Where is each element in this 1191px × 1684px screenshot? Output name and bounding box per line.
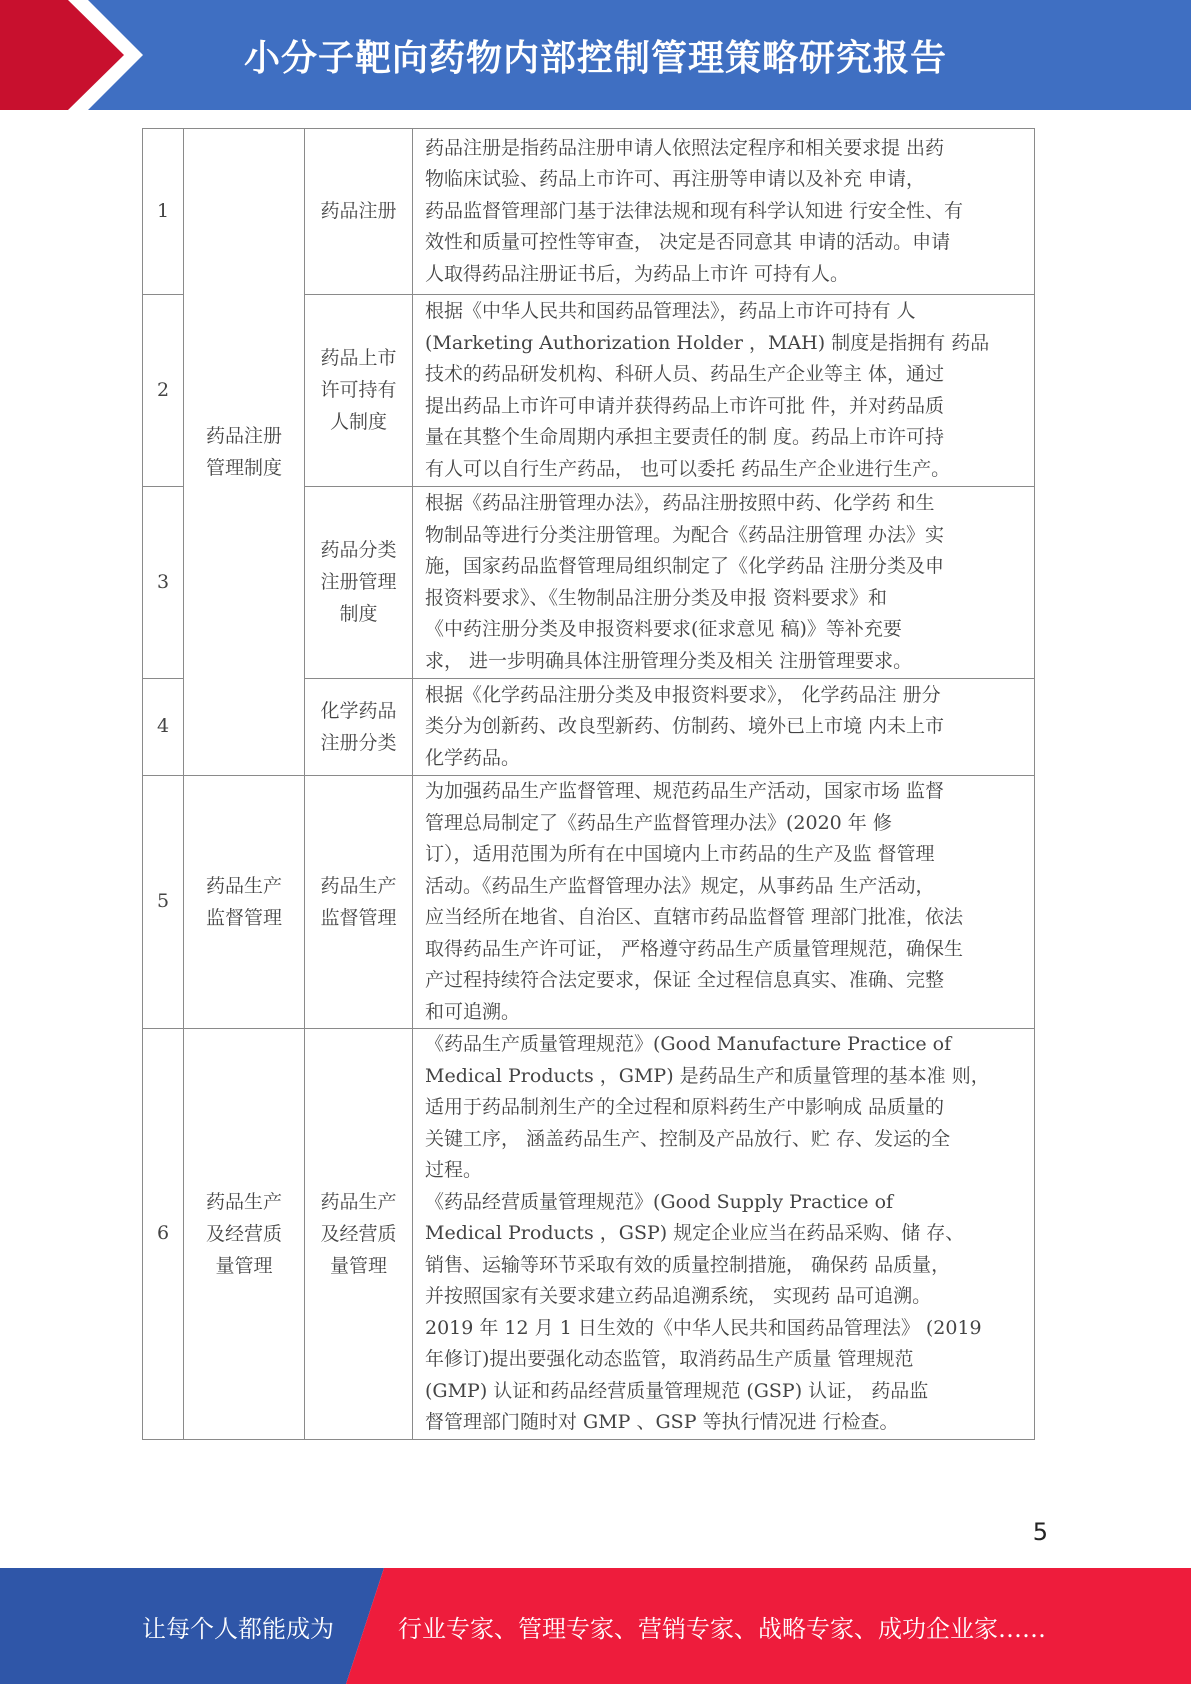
category-cell <box>184 776 305 1029</box>
description-cell <box>413 679 1035 776</box>
subcategory-line: 化学药品 <box>320 699 397 722</box>
description-cell <box>413 129 1035 295</box>
subcategory-line: 量管理 <box>329 1254 387 1277</box>
subcategory-line: 注册分类 <box>320 731 397 754</box>
category-cell <box>184 129 305 776</box>
description-line: 效性和质量可控性等审查， 决定是否同意其 申请的活动。申请 <box>425 231 951 254</box>
description-line: 物临床试验、药品上市许可、再注册等申请以及补充 申请， <box>425 168 926 191</box>
description-line: 技术的药品研发机构、科研人员、药品生产企业等主 体，通过 <box>425 363 945 385</box>
category-line: 监督管理 <box>205 906 282 929</box>
subcategory-cell <box>305 1029 413 1440</box>
description-line: 年修订)提出要强化动态监管，取消药品生产质量 管理规范 <box>425 1348 914 1370</box>
description-line: 关键工序， 涵盖药品生产、控制及产品放行、贮 存、发运的全 <box>425 1127 951 1150</box>
subcategory-line: 注册管理 <box>320 571 397 594</box>
row-number: 6 <box>143 1029 184 1440</box>
table-row <box>143 776 1035 1029</box>
description-line: 过程。 <box>425 1159 483 1181</box>
description-line: 活动。《药品生产监督管理办法》规定，从事药品 生产活动， <box>425 874 935 897</box>
header-red-chevron <box>0 0 150 110</box>
description-line: 销售、运输等环节采取有效的质量控制措施， 确保药 品质量， <box>425 1253 951 1276</box>
description-line: 和可追溯。 <box>425 1000 521 1023</box>
subcategory-line: 药品生产 <box>320 874 397 897</box>
description-line: 提出药品上市许可申请并获得药品上市许可批 件，并对药品质 <box>425 394 945 417</box>
description-line: 产过程持续符合法定要求，保证 全过程信息真实、准确、完整 <box>425 969 945 991</box>
subcategory-cell <box>305 129 413 295</box>
description-line: 适用于药品制剂生产的全过程和原料药生产中影响成 品质量的 <box>425 1096 945 1118</box>
description-line: 类分为创新药、改良型新药、仿制药、境外已上市境 内未上市 <box>425 715 945 738</box>
subcategory-line: 制度 <box>339 603 378 626</box>
description-line: 药品注册是指药品注册申请人依照法定程序和相关要求提 出药 <box>425 136 945 159</box>
description-line: 《药品生产质量管理规范》(Good Manufacture Practice of <box>425 1033 952 1055</box>
description-line: 施，国家药品监督管理局组织制定了《化学药品 注册分类及申 <box>425 555 945 577</box>
description-line: 量在其整个生命周期内承担主要责任的制 度。药品上市许可持 <box>425 426 945 448</box>
description-line: 管理总局制定了《药品生产监督管理办法》(2020 年 修 <box>425 811 892 834</box>
description-cell <box>413 487 1035 679</box>
description-line: 《中药注册分类及申报资料要求(征求意见 稿)》等补充要 <box>425 618 902 640</box>
regulation-table <box>142 128 1035 1440</box>
description-line: 根据《药品注册管理办法》，药品注册按照中药、化学药 和生 <box>425 492 935 514</box>
description-line: 督管理部门随时对 GMP 、GSP 等执行情况进 行检查。 <box>425 1411 899 1433</box>
row-number: 4 <box>143 679 184 776</box>
subcategory-cell <box>305 679 413 776</box>
description-line: 报资料要求》、《生物制品注册分类及申报 资料要求》和 <box>425 586 888 609</box>
table-row <box>143 129 1035 295</box>
description-line: 并按照国家有关要求建立药品追溯系统， 实现药 品可追溯。 <box>425 1285 932 1307</box>
row-number: 1 <box>143 129 184 295</box>
footer-slogan-right: 行业专家、管理专家、营销专家、战略专家、成功企业家…… <box>398 1614 1046 1643</box>
description-line: 取得药品生产许可证， 严格遵守药品生产质量管理规范，确保生 <box>425 937 964 960</box>
row-number: 3 <box>143 487 184 679</box>
description-cell <box>413 1029 1035 1440</box>
description-line: 根据《中华人民共和国药品管理法》，药品上市许可持有 人 <box>425 300 916 322</box>
table-row <box>143 1029 1035 1440</box>
subcategory-line: 监督管理 <box>320 906 397 929</box>
description-cell <box>413 776 1035 1029</box>
subcategory-line: 药品上市 <box>320 347 397 370</box>
description-line: 2019 年 12 月 1 日生效的《中华人民共和国药品管理法》 (2019 <box>425 1316 982 1339</box>
category-line: 量管理 <box>215 1254 273 1277</box>
page-number: 5 <box>1032 1518 1048 1546</box>
description-line: Medical Products ，GMP) 是药品生产和质量管理的基本准 则， <box>425 1064 990 1087</box>
description-line: (Marketing Authorization Holder ，MAH) 制度是指拥有 药品 <box>425 331 990 354</box>
report-title: 小分子靶向药物内部控制管理策略研究报告 <box>243 37 947 79</box>
description-line: 人取得药品注册证书后，为药品上市许 可持有人。 <box>425 262 850 285</box>
category-line: 药品生产 <box>205 874 282 897</box>
subcategory-line: 及经营质 <box>320 1222 397 1245</box>
header-banner <box>0 0 1191 110</box>
category-cell <box>184 1029 305 1440</box>
subcategory-line: 药品注册 <box>320 200 397 223</box>
subcategory-line: 许可持有 <box>320 379 397 402</box>
description-line: 应当经所在地省、自治区、直辖市药品监督管 理部门批准，依法 <box>425 906 964 928</box>
row-number: 2 <box>143 295 184 487</box>
category-line: 及经营质 <box>205 1222 282 1245</box>
description-cell <box>413 295 1035 487</box>
description-line: (GMP) 认证和药品经营质量管理规范 (GSP) 认证， 药品监 <box>425 1379 929 1402</box>
footer-banner <box>0 1568 1191 1684</box>
subcategory-cell <box>305 295 413 487</box>
description-line: 有人可以自行生产药品， 也可以委托 药品生产企业进行生产。 <box>425 457 951 480</box>
description-line: 为加强药品生产监督管理、规范药品生产活动，国家市场 监督 <box>425 780 945 802</box>
subcategory-cell <box>305 487 413 679</box>
description-line: 根据《化学药品注册分类及申报资料要求》， 化学药品注 册分 <box>425 683 941 706</box>
description-line: Medical Products ，GSP) 规定企业应当在药品采购、储 存、 <box>425 1222 965 1244</box>
description-line: 求， 进一步明确具体注册管理分类及相关 注册管理要求。 <box>425 649 913 672</box>
subcategory-line: 药品分类 <box>320 539 397 562</box>
category-line: 药品生产 <box>205 1190 282 1213</box>
description-line: 订），适用范围为所有在中国境内上市药品的生产及监 督管理 <box>425 843 935 865</box>
subcategory-line: 药品生产 <box>320 1190 397 1213</box>
description-line: 物制品等进行分类注册管理。为配合《药品注册管理 办法》实 <box>425 523 945 546</box>
description-line: 化学药品。 <box>425 746 521 769</box>
description-line: 药品监督管理部门基于法律法规和现有科学认知进 行安全性、有 <box>425 199 964 222</box>
row-number: 5 <box>143 776 184 1029</box>
footer-slogan-left: 让每个人都能成为 <box>142 1614 334 1643</box>
subcategory-line: 人制度 <box>329 411 387 434</box>
description-line: 《药品经营质量管理规范》(Good Supply Practice of <box>425 1190 894 1213</box>
category-line: 管理制度 <box>205 456 282 479</box>
category-line: 药品注册 <box>205 424 282 447</box>
subcategory-cell <box>305 776 413 1029</box>
